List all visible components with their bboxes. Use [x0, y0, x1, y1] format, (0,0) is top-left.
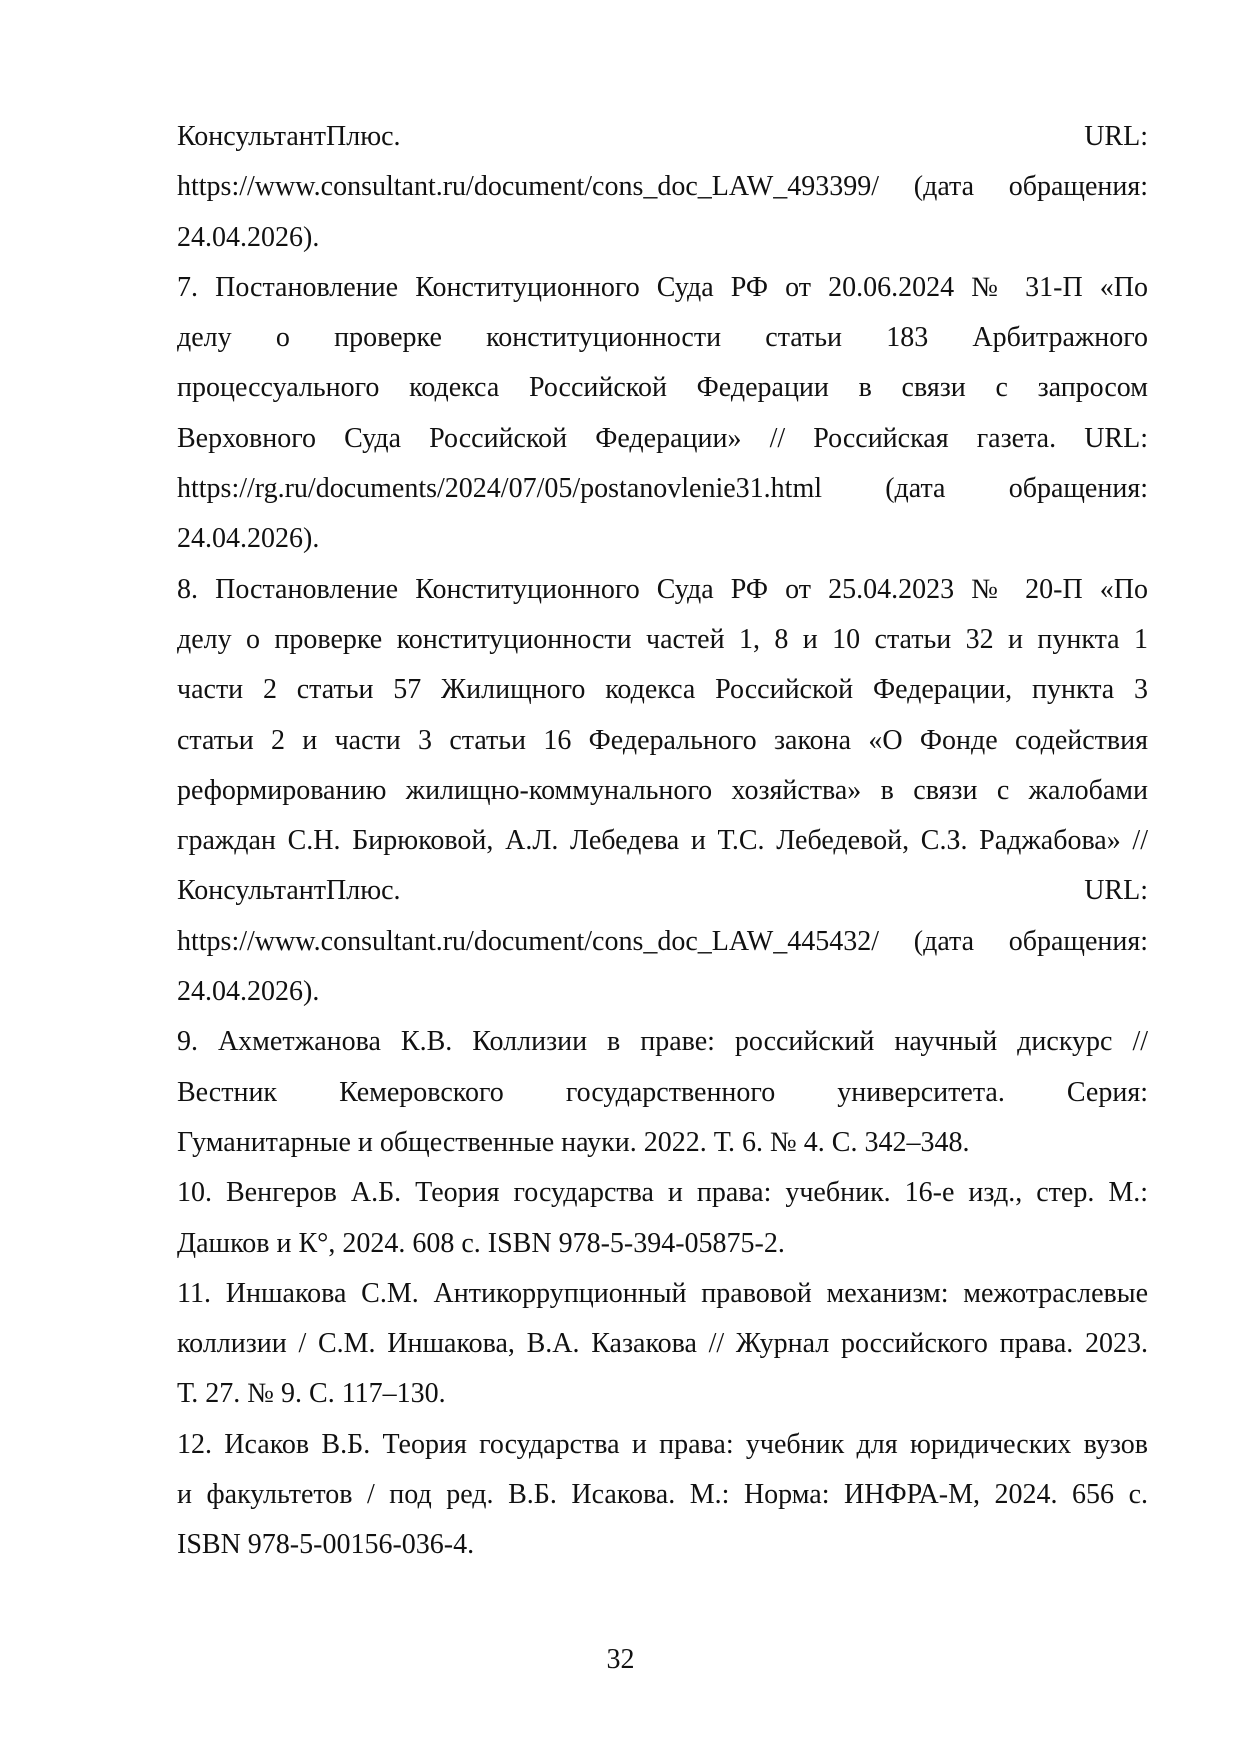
entry-line: Верховного Суда Российской Федерации» // Российская газета. URL:	[177, 422, 1148, 454]
entry-line: статьи 2 и части 3 статьи 16 Федерального закона «О Фонде содействия	[177, 724, 1148, 756]
entry-line: 9. Ахметжанова К.В. Коллизии в праве: российский научный дискурс //	[177, 1026, 1148, 1058]
entry-line: 24.04.2026).	[177, 221, 320, 253]
entry-line: 7. Постановление Конституционного Суда РФ от 20.06.2024 № 31-П «По	[177, 271, 1148, 303]
entry-line: 12. Исаков В.Б. Теория государства и права: учебник для юридических вузов	[177, 1428, 1148, 1460]
entry-line: делу о проверке конституционности частей 1, 8 и 10 статьи 32 и пункта 1	[177, 623, 1148, 655]
entry-line: 8. Постановление Конституционного Суда РФ от 25.04.2023 № 20-П «По	[177, 573, 1148, 605]
entry-line: ISBN 978-5-00156-036-4.	[177, 1529, 475, 1561]
bibliography-entry-12	[177, 1420, 1148, 1571]
entry-line: https://www.consultant.ru/document/cons_doc_LAW_445432/ (дата обращения:	[177, 925, 1148, 957]
bibliography-list	[177, 112, 1148, 1571]
entry-line: 10. Венгеров А.Б. Теория государства и права: учебник. 16-е изд., стер. М.:	[177, 1177, 1148, 1209]
entry-line: 24.04.2026).	[177, 523, 320, 555]
entry-line: https://www.consultant.ru/document/cons_doc_LAW_493399/ (дата обращения:	[177, 171, 1148, 203]
bibliography-entry-7	[177, 263, 1148, 565]
entry-line: и факультетов / под ред. В.Б. Исакова. М.: Норма: ИНФРА-М, 2024. 656 с.	[177, 1479, 1148, 1511]
entry-line: граждан С.Н. Бирюковой, А.Л. Лебедева и Т.С. Лебедевой, С.З. Раджабова» //	[177, 825, 1148, 857]
entry-line: делу о проверке конституционности статьи 183 Арбитражного	[177, 322, 1148, 354]
entry-line: Т. 27. № 9. С. 117–130.	[177, 1378, 446, 1410]
bibliography-entry-11	[177, 1269, 1148, 1420]
bibliography-entry-9	[177, 1017, 1148, 1168]
entry-line: процессуального кодекса Российской Федерации в связи с запросом	[177, 372, 1148, 404]
bibliography-entry-10	[177, 1168, 1148, 1269]
entry-line: коллизии / С.М. Иншакова, В.А. Казакова // Журнал российского права. 2023.	[177, 1328, 1148, 1360]
bibliography-entry-6-continuation	[177, 112, 1148, 263]
entry-line: https://rg.ru/documents/2024/07/05/postanovlenie31.html (дата обращения:	[177, 473, 1148, 505]
page-number: 32	[606, 1644, 635, 1675]
entry-line: КонсультантПлюс. URL:	[177, 121, 1148, 152]
entry-line: реформированию жилищно-коммунального хозяйства» в связи с жалобами	[177, 774, 1148, 806]
entry-line: Гуманитарные и общественные науки. 2022. Т. 6. № 4. С. 342–348.	[177, 1126, 970, 1158]
entry-line: Вестник Кемеровского государственного университета. Серия:	[177, 1076, 1148, 1108]
entry-line: 11. Иншакова С.М. Антикоррупционный правовой механизм: межотраслевые	[177, 1277, 1148, 1309]
entry-line: КонсультантПлюс. URL:	[177, 875, 1148, 907]
entry-line: части 2 статьи 57 Жилищного кодекса Российской Федерации, пункта 3	[177, 674, 1148, 706]
entry-line: Дашков и К°, 2024. 608 с. ISBN 978-5-394-05875-2.	[177, 1227, 785, 1259]
bibliography-entry-8	[177, 565, 1148, 1018]
entry-line: 24.04.2026).	[177, 976, 320, 1008]
